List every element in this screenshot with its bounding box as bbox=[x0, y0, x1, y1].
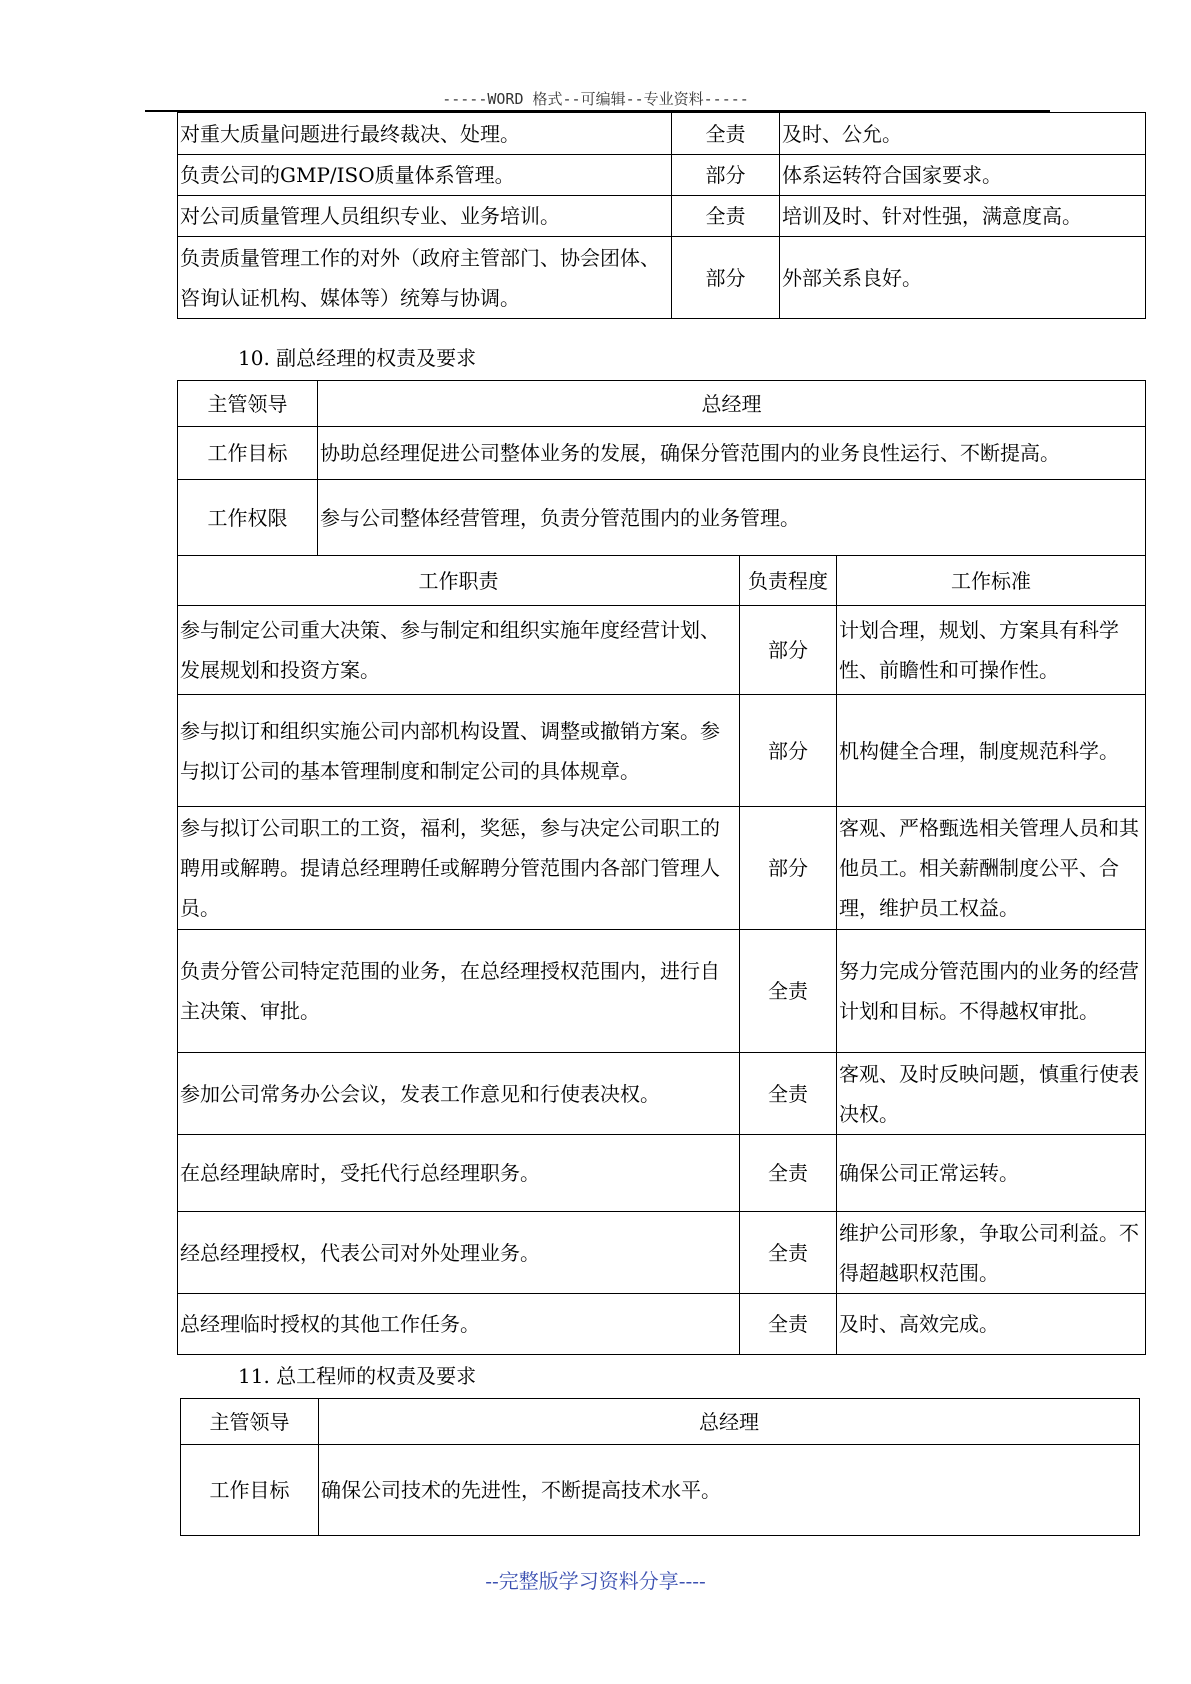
standard-cell: 客观、及时反映问题，慎重行使表决权。 bbox=[837, 1053, 1146, 1135]
degree-cell: 全责 bbox=[740, 1135, 837, 1212]
table-row bbox=[178, 196, 1146, 237]
table-row bbox=[178, 113, 1146, 155]
table-header-row bbox=[178, 556, 1146, 606]
goal-label: 工作目标 bbox=[178, 427, 318, 480]
degree-cell: 全责 bbox=[740, 1212, 837, 1294]
header-duty: 工作职责 bbox=[178, 556, 740, 606]
table-row bbox=[178, 237, 1146, 319]
section-11-title: 11. 总工程师的权责及要求 bbox=[238, 1364, 477, 1388]
duty-cell: 参加公司常务办公会议，发表工作意见和行使表决权。 bbox=[178, 1053, 740, 1135]
table-row bbox=[178, 695, 1146, 807]
standard-cell: 确保公司正常运转。 bbox=[837, 1135, 1146, 1212]
standard-cell: 及时、高效完成。 bbox=[837, 1294, 1146, 1355]
vp-info-table bbox=[177, 380, 1146, 556]
degree-cell: 全责 bbox=[672, 196, 780, 237]
header-degree: 负责程度 bbox=[740, 556, 837, 606]
duty-cell: 总经理临时授权的其他工作任务。 bbox=[178, 1294, 740, 1355]
table-row bbox=[178, 606, 1146, 695]
table-row bbox=[178, 930, 1146, 1053]
leader-value: 总经理 bbox=[318, 381, 1146, 427]
authority-value: 参与公司整体经营管理，负责分管范围内的业务管理。 bbox=[318, 480, 1146, 556]
goal-label: 工作目标 bbox=[181, 1445, 319, 1536]
table-row bbox=[178, 155, 1146, 196]
standard-cell: 客观、严格甄选相关管理人员和其他员工。相关薪酬制度公平、合理，维护员工权益。 bbox=[837, 807, 1146, 930]
degree-cell: 部分 bbox=[672, 237, 780, 319]
table-row bbox=[178, 427, 1146, 480]
chief-engineer-info-table bbox=[180, 1398, 1140, 1536]
degree-cell: 全责 bbox=[740, 1294, 837, 1355]
page-header: -----WORD 格式--可编辑--专业资料----- bbox=[442, 90, 749, 108]
table-row bbox=[178, 480, 1146, 556]
vp-duties-table bbox=[177, 555, 1146, 1355]
table-row bbox=[178, 1294, 1146, 1355]
table-row bbox=[181, 1445, 1140, 1536]
authority-label: 工作权限 bbox=[178, 480, 318, 556]
standard-cell: 体系运转符合国家要求。 bbox=[780, 155, 1146, 196]
standard-cell: 维护公司形象，争取公司利益。不得超越职权范围。 bbox=[837, 1212, 1146, 1294]
goal-value: 协助总经理促进公司整体业务的发展，确保分管范围内的业务良性运行、不断提高。 bbox=[318, 427, 1146, 480]
table-row bbox=[178, 807, 1146, 930]
goal-value: 确保公司技术的先进性，不断提高技术水平。 bbox=[319, 1445, 1140, 1536]
leader-value: 总经理 bbox=[319, 1399, 1140, 1445]
table-row bbox=[178, 381, 1146, 427]
table-row bbox=[178, 1212, 1146, 1294]
degree-cell: 全责 bbox=[672, 113, 780, 155]
duty-cell: 参与拟订和组织实施公司内部机构设置、调整或撤销方案。参与拟订公司的基本管理制度和制定公司的具体规章。 bbox=[178, 695, 740, 807]
quality-duties-table bbox=[177, 112, 1146, 319]
degree-cell: 部分 bbox=[740, 695, 837, 807]
duty-cell: 在总经理缺席时，受托代行总经理职务。 bbox=[178, 1135, 740, 1212]
duty-cell: 负责分管公司特定范围的业务，在总经理授权范围内，进行自主决策、审批。 bbox=[178, 930, 740, 1053]
table-row bbox=[181, 1399, 1140, 1445]
degree-cell: 全责 bbox=[740, 1053, 837, 1135]
duty-cell: 对重大质量问题进行最终裁决、处理。 bbox=[178, 113, 672, 155]
standard-cell: 培训及时、针对性强，满意度高。 bbox=[780, 196, 1146, 237]
duty-cell: 负责公司的GMP/ISO质量体系管理。 bbox=[178, 155, 672, 196]
page-footer: --完整版学习资料分享---- bbox=[485, 1569, 706, 1593]
degree-cell: 部分 bbox=[740, 807, 837, 930]
table-row bbox=[178, 1135, 1146, 1212]
degree-cell: 全责 bbox=[740, 930, 837, 1053]
duty-cell: 参与拟订公司职工的工资，福利，奖惩，参与决定公司职工的聘用或解聘。提请总经理聘任或解聘分管范围内各部门管理人员。 bbox=[178, 807, 740, 930]
standard-cell: 机构健全合理，制度规范科学。 bbox=[837, 695, 1146, 807]
standard-cell: 努力完成分管范围内的业务的经营计划和目标。不得越权审批。 bbox=[837, 930, 1146, 1053]
standard-cell: 及时、公允。 bbox=[780, 113, 1146, 155]
standard-cell: 外部关系良好。 bbox=[780, 237, 1146, 319]
standard-cell: 计划合理，规划、方案具有科学性、前瞻性和可操作性。 bbox=[837, 606, 1146, 695]
duty-cell: 参与制定公司重大决策、参与制定和组织实施年度经营计划、发展规划和投资方案。 bbox=[178, 606, 740, 695]
duty-cell: 对公司质量管理人员组织专业、业务培训。 bbox=[178, 196, 672, 237]
section-10-title: 10. 副总经理的权责及要求 bbox=[238, 346, 477, 370]
leader-label: 主管领导 bbox=[178, 381, 318, 427]
header-standard: 工作标准 bbox=[837, 556, 1146, 606]
duty-cell: 负责质量管理工作的对外（政府主管部门、协会团体、咨询认证机构、媒体等）统筹与协调。 bbox=[178, 237, 672, 319]
degree-cell: 部分 bbox=[672, 155, 780, 196]
duty-cell: 经总经理授权，代表公司对外处理业务。 bbox=[178, 1212, 740, 1294]
degree-cell: 部分 bbox=[740, 606, 837, 695]
leader-label: 主管领导 bbox=[181, 1399, 319, 1445]
table-row bbox=[178, 1053, 1146, 1135]
